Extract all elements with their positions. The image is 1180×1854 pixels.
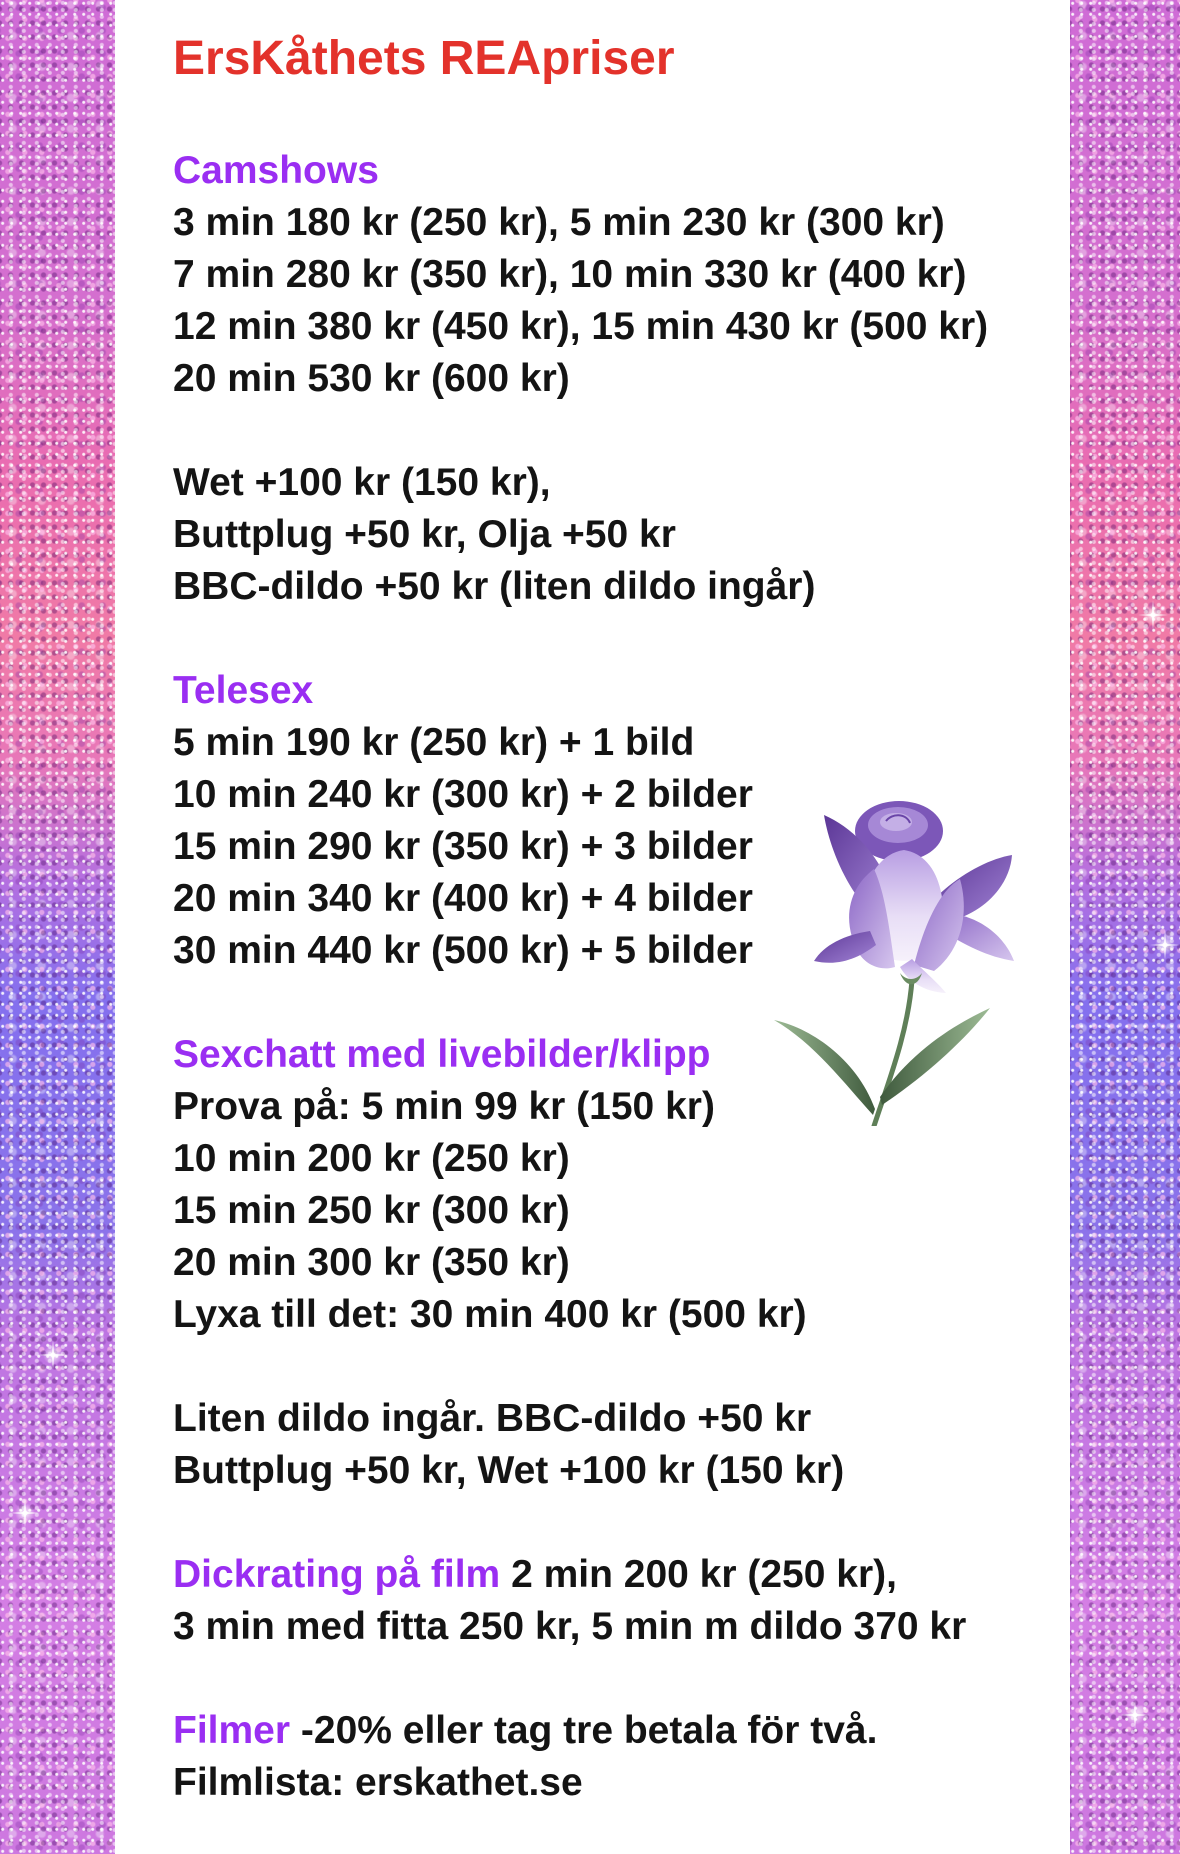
camshows-extra-line: BBC-dildo +50 kr (liten dildo ingår) xyxy=(173,565,816,608)
telesex-price-line: 10 min 240 kr (300 kr) + 2 bilder xyxy=(173,773,753,816)
camshows-price-line: 12 min 380 kr (450 kr), 15 min 430 kr (500 kr) xyxy=(173,305,989,348)
sexchatt-price-line: 20 min 300 kr (350 kr) xyxy=(173,1241,570,1284)
sparkle-icon xyxy=(10,1498,40,1528)
telesex-price-line: 5 min 190 kr (250 kr) + 1 bild xyxy=(173,721,695,764)
dickrating-price-line: 3 min med fitta 250 kr, 5 min m dildo 370 kr xyxy=(173,1605,967,1648)
filmer-line xyxy=(173,1705,1053,1757)
camshows-price-line: 20 min 530 kr (600 kr) xyxy=(173,357,570,400)
left-glitter-border xyxy=(0,0,115,1854)
purple-tulip-icon xyxy=(774,795,1014,1126)
spacer xyxy=(173,1341,1053,1393)
section-heading-dickrating: Dickrating på film xyxy=(173,1553,501,1596)
section-heading-telesex: Telesex xyxy=(173,669,314,712)
spacer xyxy=(173,405,1053,457)
sexchatt-price-line: 15 min 250 kr (300 kr) xyxy=(173,1189,570,1232)
section-heading-camshows: Camshows xyxy=(173,149,379,192)
camshows-extra-line: Wet +100 kr (150 kr), xyxy=(173,461,551,504)
spacer xyxy=(173,1653,1053,1705)
sparkle-icon xyxy=(1138,600,1168,630)
filmlista-line: Filmlista: erskathet.se xyxy=(173,1761,583,1804)
camshows-extra-line: Buttplug +50 kr, Olja +50 kr xyxy=(173,513,676,556)
sexchatt-extra-line: Liten dildo ingår. BBC-dildo +50 kr xyxy=(173,1397,812,1440)
telesex-price-line: 20 min 340 kr (400 kr) + 4 bilder xyxy=(173,877,753,920)
page-title: ErsKåthets REApriser xyxy=(173,32,675,85)
spacer xyxy=(173,1497,1053,1549)
dickrating-line xyxy=(173,1549,1053,1601)
camshows-price-line: 7 min 280 kr (350 kr), 10 min 330 kr (400 kr) xyxy=(173,253,967,296)
sparkle-icon xyxy=(1150,930,1180,960)
sparkle-icon xyxy=(1120,1700,1150,1730)
sexchatt-extra-line: Buttplug +50 kr, Wet +100 kr (150 kr) xyxy=(173,1449,845,1492)
spacer xyxy=(173,613,1053,665)
sparkle-icon xyxy=(38,1340,68,1370)
camshows-price-line: 3 min 180 kr (250 kr), 5 min 230 kr (300 kr) xyxy=(173,201,945,244)
telesex-price-line: 30 min 440 kr (500 kr) + 5 bilder xyxy=(173,929,753,972)
sexchatt-price-line: 10 min 200 kr (250 kr) xyxy=(173,1137,570,1180)
filmer-offer-text: -20% eller tag tre betala för två. xyxy=(300,1709,878,1752)
right-glitter-border xyxy=(1070,0,1180,1854)
section-heading-filmer: Filmer xyxy=(173,1709,291,1752)
section-heading-sexchatt: Sexchatt med livebilder/klipp xyxy=(173,1033,711,1076)
sexchatt-price-line: Lyxa till det: 30 min 400 kr (500 kr) xyxy=(173,1293,807,1336)
sexchatt-price-line: Prova på: 5 min 99 kr (150 kr) xyxy=(173,1085,715,1128)
dickrating-price-text: 2 min 200 kr (250 kr), xyxy=(511,1553,897,1596)
telesex-price-line: 15 min 290 kr (350 kr) + 3 bilder xyxy=(173,825,753,868)
